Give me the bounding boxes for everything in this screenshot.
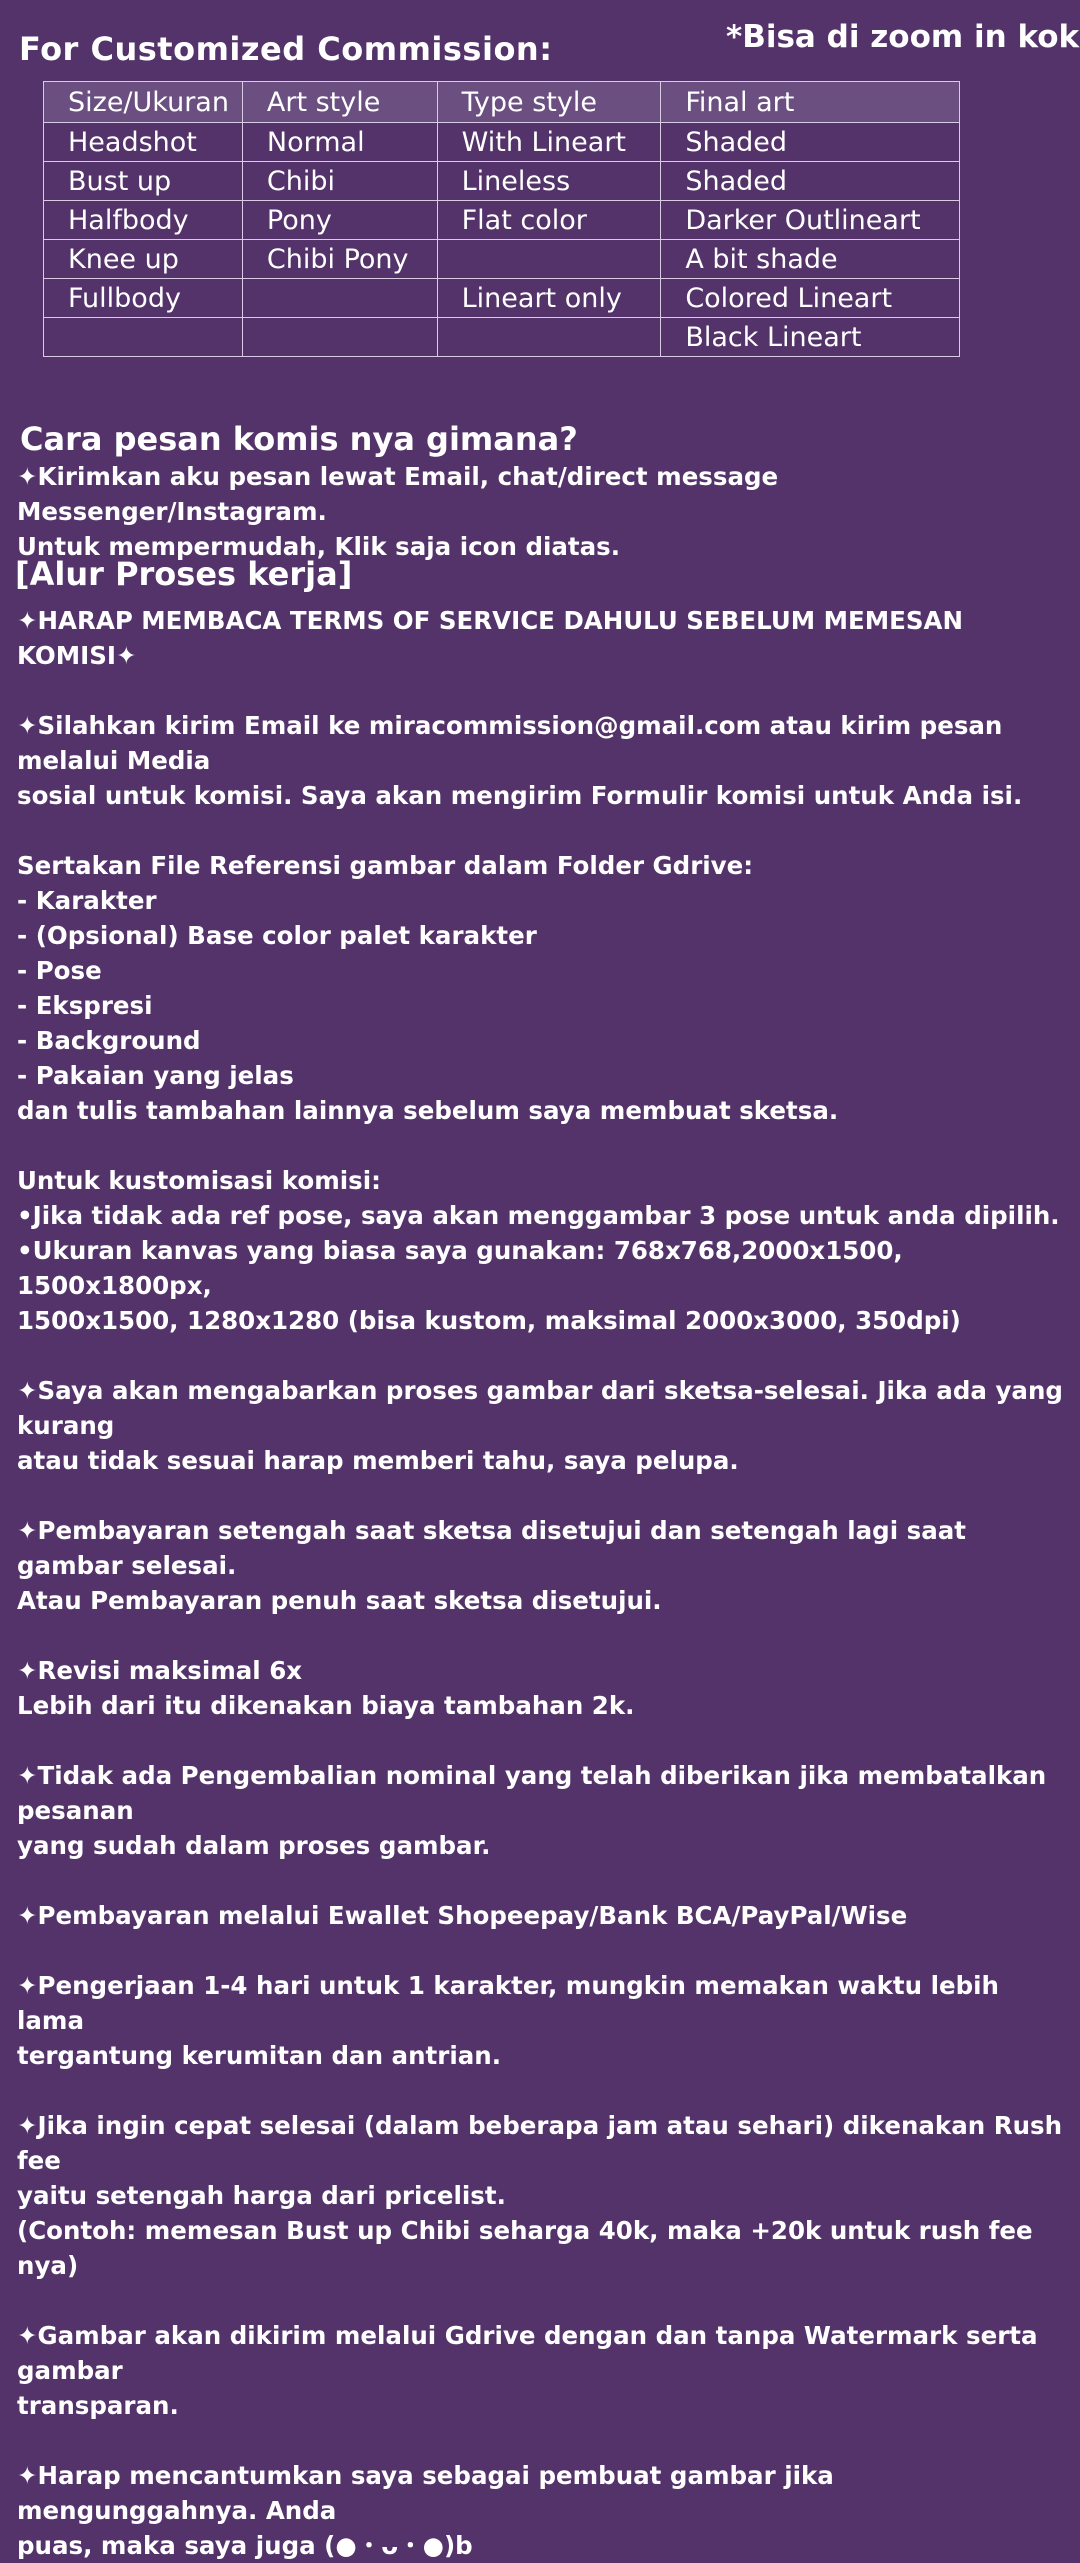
list-item: - (Opsional) Base color palet karakter (17, 921, 537, 950)
zoom-note: *Bisa di zoom in kok (726, 19, 1080, 55)
text-line: atau tidak sesuai harap memberi tahu, saya pelupa. (17, 1446, 739, 1475)
text-line: ✦Harap mencantumkan saya sebagai pembuat gambar jika mengunggahnya. Anda (17, 2461, 834, 2525)
text-line: yaitu setengah harga dari pricelist. (17, 2181, 506, 2210)
list-item: - Karakter (17, 886, 157, 915)
tos-notice: KOMISI✦ (17, 641, 137, 670)
workflow-text (17, 603, 1067, 2563)
table-row (44, 240, 960, 279)
commission-table (43, 81, 960, 357)
table-cell: Shaded (661, 123, 960, 162)
list-item: - Pakaian yang jelas (17, 1061, 294, 1090)
table-cell: Chibi Pony (242, 240, 437, 279)
table-cell: Lineart only (437, 279, 661, 318)
table-cell (242, 318, 437, 357)
text-line: ✦Revisi maksimal 6x (17, 1656, 303, 1685)
table-cell: Darker Outlineart (661, 201, 960, 240)
text-line: puas, maka saya juga (●・ᴗ・●)b (17, 2531, 473, 2560)
text-line: ✦Saya akan mengabarkan proses gambar dari sketsa-selesai. Jika ada yang kurang (17, 1376, 1063, 1440)
table-cell (242, 279, 437, 318)
text-line: ✦Gambar akan dikirim melalui Gdrive dengan dan tanpa Watermark serta gambar (17, 2321, 1038, 2385)
table-cell: Normal (242, 123, 437, 162)
table-cell: With Lineart (437, 123, 661, 162)
table-header-cell: Final art (661, 82, 960, 123)
table-cell: Flat color (437, 201, 661, 240)
table-cell (44, 318, 243, 357)
tos-notice: ✦HARAP MEMBACA TERMS OF SERVICE DAHULU SEBELUM MEMESAN (17, 606, 963, 635)
how-to-order-title: Cara pesan komis nya gimana? (20, 420, 578, 458)
text-line: ✦Pembayaran setengah saat sketsa disetujui dan setengah lagi saat gambar selesai. (17, 1516, 966, 1580)
text-line: •Ukuran kanvas yang biasa saya gunakan: 768x768,2000x1500, 1500x1800px, (17, 1236, 903, 1300)
how-to-order-text (17, 459, 1067, 564)
text-line: ✦Jika ingin cepat selesai (dalam beberapa jam atau sehari) dikenakan Rush fee (17, 2111, 1063, 2175)
table-row (44, 201, 960, 240)
table-cell: Fullbody (44, 279, 243, 318)
text-line: •Jika tidak ada ref pose, saya akan menggambar 3 pose untuk anda dipilih. (17, 1201, 1060, 1230)
table-header-row (44, 82, 960, 123)
table-row (44, 123, 960, 162)
table-row (44, 279, 960, 318)
text-line: Untuk kustomisasi komisi: (17, 1166, 381, 1195)
table-cell: A bit shade (661, 240, 960, 279)
table-row (44, 162, 960, 201)
text-line: Sertakan File Referensi gambar dalam Folder Gdrive: (17, 851, 754, 880)
table-cell: Chibi (242, 162, 437, 201)
text-line: Atau Pembayaran penuh saat sketsa disetujui. (17, 1586, 662, 1615)
table-cell: Lineless (437, 162, 661, 201)
table-cell (437, 240, 661, 279)
table-cell: Halfbody (44, 201, 243, 240)
table-cell: Bust up (44, 162, 243, 201)
table-cell: Colored Lineart (661, 279, 960, 318)
text-line: Untuk mempermudah, Klik saja icon diatas. (17, 532, 621, 561)
text-line: ✦Silahkan kirim Email ke miracommission@gmail.com atau kirim pesan melalui Media (17, 711, 1003, 775)
list-item: - Ekspresi (17, 991, 153, 1020)
text-line: ✦Pengerjaan 1-4 hari untuk 1 karakter, mungkin memakan waktu lebih lama (17, 1971, 999, 2035)
page-title: For Customized Commission: (19, 30, 553, 68)
text-line: ✦Pembayaran melalui Ewallet Shopeepay/Bank BCA/PayPal/Wise (17, 1901, 908, 1930)
table-cell: Shaded (661, 162, 960, 201)
table-cell: Black Lineart (661, 318, 960, 357)
table-header-cell: Size/Ukuran (44, 82, 243, 123)
text-line: dan tulis tambahan lainnya sebelum saya membuat sketsa. (17, 1096, 839, 1125)
table-cell: Knee up (44, 240, 243, 279)
table-row (44, 318, 960, 357)
table-cell: Headshot (44, 123, 243, 162)
text-line: sosial untuk komisi. Saya akan mengirim Formulir komisi untuk Anda isi. (17, 781, 1023, 810)
text-line: (Contoh: memesan Bust up Chibi seharga 40k, maka +20k untuk rush fee nya) (17, 2216, 1033, 2280)
list-item: - Pose (17, 956, 102, 985)
table-header-cell: Type style (437, 82, 661, 123)
text-line: transparan. (17, 2391, 179, 2420)
text-line: ✦Tidak ada Pengembalian nominal yang telah diberikan jika membatalkan pesanan (17, 1761, 1047, 1825)
table-cell: Pony (242, 201, 437, 240)
workflow-title: [Alur Proses kerja] (15, 555, 353, 593)
text-line: yang sudah dalam proses gambar. (17, 1831, 491, 1860)
text-line: 1500x1500, 1280x1280 (bisa kustom, maksimal 2000x3000, 350dpi) (17, 1306, 961, 1335)
text-line: tergantung kerumitan dan antrian. (17, 2041, 501, 2070)
table-cell (437, 318, 661, 357)
table-header-cell: Art style (242, 82, 437, 123)
list-item: - Background (17, 1026, 201, 1055)
text-line: Lebih dari itu dikenakan biaya tambahan 2k. (17, 1691, 635, 1720)
text-line: ✦Kirimkan aku pesan lewat Email, chat/direct message Messenger/Instagram. (17, 462, 779, 526)
